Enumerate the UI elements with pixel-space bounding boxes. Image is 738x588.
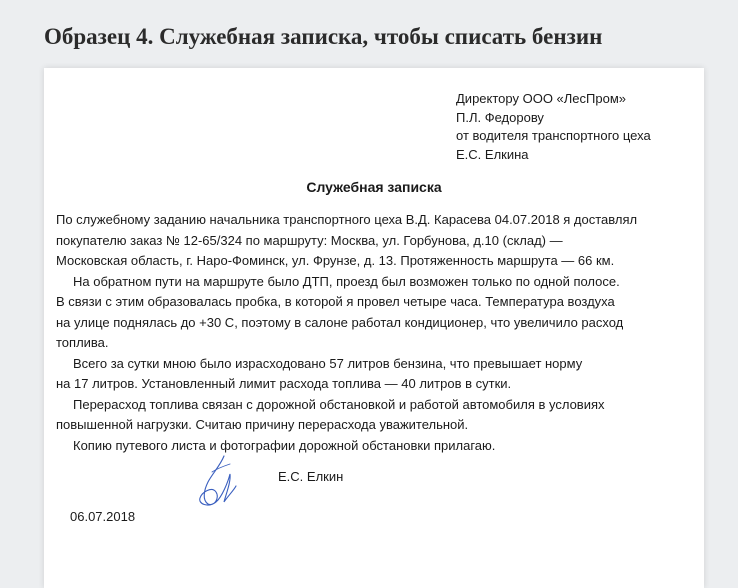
body-line: Всего за сутки мною было израсходовано 57 литров бензина, что превышает норму [73,355,583,371]
signer-name: Е.С. Елкин [278,469,344,484]
addressee-block [456,90,651,164]
memo-document [44,68,704,588]
addressee-line: Е.С. Елкина [456,146,529,162]
addressee-line: Директору ООО «ЛесПром» [456,91,627,106]
body-line: Московская область, г. Наро-Фоминск, ул. Фрунзе, д. 13. Протяженность маршрута — 66 км. [56,253,615,268]
addressee-line: П.Л. Федорову [456,109,544,125]
body-line: покупателю заказ № 12-65/324 по маршруту: Москва, ул. Горбунова, д.10 (склад) — [56,232,563,248]
body-line: Копию путевого листа и фотографии дорожной обстановки прилагаю. [73,437,496,453]
body-line: В связи с этим образовалась пробка, в которой я провел четыре часа. Температура воздуха [56,294,615,309]
memo-body [56,210,701,456]
body-line: на улице поднялась до +30 С, поэтому в салоне работал кондиционер, что увеличило расход [56,314,624,330]
body-line: Перерасход топлива связан с дорожной обстановкой и работой автомобиля в условиях [73,396,605,412]
body-line: на 17 литров. Установленный лимит расхода топлива — 40 литров в сутки. [56,376,512,391]
document-date: 06.07.2018 [70,509,136,524]
addressee-line: от водителя транспортного цеха [456,128,651,143]
body-line: топлива. [56,335,109,350]
body-line: повышенной нагрузки. Считаю причину перерасхода уважительной. [56,417,469,432]
body-line: По служебному заданию начальника транспортного цеха В.Д. Карасева 04.07.2018 я доставлял [56,212,638,227]
body-line: На обратном пути на маршруте было ДТП, проезд был возможен только по одной полосе. [73,273,620,289]
page-title: Образец 4. Служебная записка, чтобы списать бензин [44,24,603,49]
signature-scribble [194,452,244,510]
memo-heading: Служебная записка [306,179,442,195]
